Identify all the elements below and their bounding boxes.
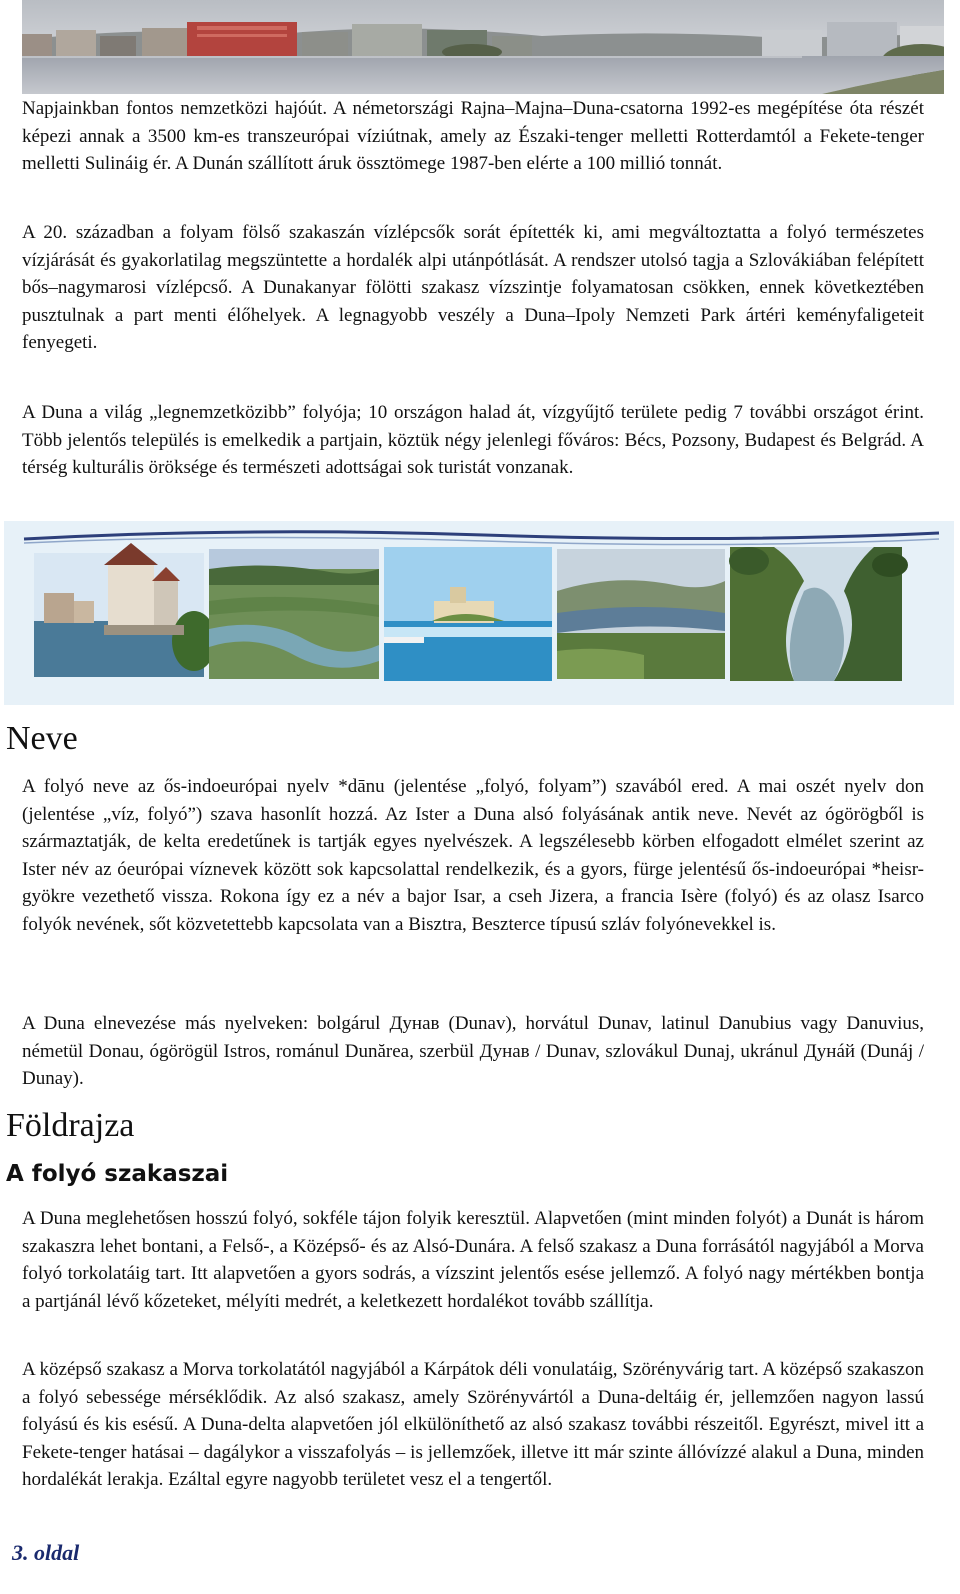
heading-neve: Neve — [6, 720, 78, 757]
paragraph-name-origin: A folyó neve az ős-indoeurópai nyelv *dānu (jelentése „folyó, folyam”) szavából ered. A mai oszét nyelv don (jelentése „víz, folyó”) szava hasonlít hozzá. Az Ister a Duna alsó folyásának antik neve. Nevét az ógörögből is származtatják, de kelta eredetűnek is tartják egyes nyelvészek. A legszélesebb körben elfogadott elmélet szerint az Ister név az óeurópai víznevek között sok kapcsolattal rendelkezik, és a gyors, fürge jelentésű ős-indoeurópai *heisr- gyökre vezethető vissza. Rokona így ez a név a bajor Isar, a cseh Jizera, a francia Isère (folyó) és az olasz Isarco folyók nevének, sőt közvetettebb kapcsolata van a Bisztra, Beszterce típusú szláv folyónevekkel is. — [22, 776, 924, 935]
heading-folyo-szakaszai: A folyó szakaszai — [6, 1161, 229, 1187]
photo-river-bend — [209, 549, 379, 679]
paragraph-dams: A 20. században a folyam fölső szakaszán vízlépcsők sorát építették ki, ami megváltoztatta a folyó természetes vízjárását és gyakorlatilag megszüntette a hordalék alpi utánpótlását. A rendszer utolsó tagja a Szlovákiában felépített bős–nagymarosi vízlépcső. A Dunakanyar fölötti szakasz vízszintje folyamatosan csökken, ennek következtében pusztulnak a part menti élőhelyek. A legnagyobb veszély a Duna–Ipoly Nemzeti Park ártéri keményfaligeteit fenyegeti. — [22, 222, 924, 354]
paragraph-shipping: Napjainkban fontos nemzetközi hajóút. A németországi Rajna–Majna–Duna-csatorna 1992-es megépítése óta részét képezi annak a 3500 km-es transzeurópai víziútnak, amely az Északi-tenger melletti Rotterdamtól a Fekete-tenger melletti Sulináig ér. A Dunán szállított áruk össztömege 1987-ben elérte a 100 millió tonnát. — [22, 98, 924, 175]
paragraph-sections-upper: A Duna meglehetősen hosszú folyó, sokféle tájon folyik keresztül. Alapvetően (mint minden folyót) a Dunát is három szakaszra lehet bontani, a Felső-, a Középső- és az Alsó-Dunára. A felső szakasz a Duna forrásától nagyjából a Morva folyó torkolatáig tart. Itt alapvetően a gyors sodrás, a vízszint jelentős esése jellemző. A folyó nagy mértékben bontja a partjánál lévő kőzeteket, mélyíti medrét, a keletkezett hordalékot tovább szállítja. — [22, 1208, 924, 1312]
banner-panorama-image — [22, 0, 944, 94]
photo-river-gorge — [729, 547, 908, 681]
paragraph-sections-middle-lower: A középső szakasz a Morva torkolatától nagyjából a Kárpátok déli vonulatáig, Szörényvárig tart. A középső szakaszon a folyó sebessége mérséklődik. Az alsó szakasz, amely Szörényvártól a Duna-deltáig ér, jellemzően nagyon lassú folyású és kis esésű. A Duna-delta alapvetően jól elkülöníthető az alsó szakasz további részeitől. Egyrészt, mivel itt a Fekete-tenger hatásai – dagálykor a visszafolyás – is jellemzőek, illetve itt már szinte állóvízzé alakul a Duna, minden hordalékát lerakja. Ezáltal egyre nagyobb területet vesz el a tengertől. — [22, 1359, 924, 1491]
photo-blue-water-castle — [384, 547, 552, 681]
photo-strip — [4, 521, 954, 705]
photo-castle-town — [34, 543, 216, 677]
page-number: 3. oldal — [12, 1540, 80, 1565]
paragraph-international: A Duna a világ „legnemzetközibb” folyója; 10 országon halad át, vízgyűjtő területe pedig 7 további országot érint. Több jelentős település is emelkedik a partjain, köztük négy jelenlegi főváros: Bécs, Pozsony, Budapest és Belgrád. A térség kulturális öröksége és természeti adottságai sok turistát vonzanak. — [22, 402, 924, 479]
paragraph-name-languages: A Duna elnevezése más nyelveken: bolgárul Дунав (Dunav), horvátul Dunav, latinul Danubius vagy Danuvius, németül Donau, ógörögül Istros, románul Dunărea, szerbül Дунав / Dunav, szlovákul Dunaj, ukránul Дунáй (Dunáj / Dunay). — [22, 1013, 924, 1090]
photo-river-valley — [557, 549, 725, 679]
heading-foldrajza: Földrajza — [6, 1107, 135, 1144]
